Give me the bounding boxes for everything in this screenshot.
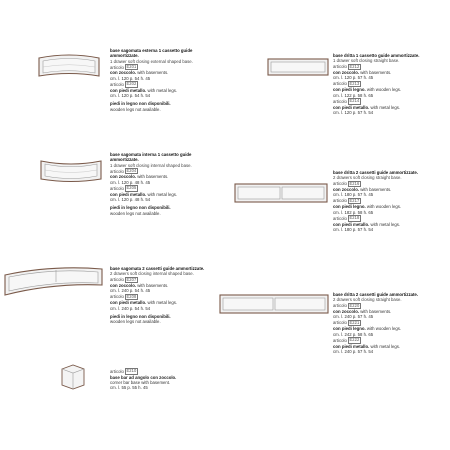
note-it: piedi in legno non disponibili.	[110, 313, 171, 319]
variant-article: articolo E208	[110, 293, 137, 300]
article-code: E213	[349, 80, 360, 86]
spec-title: base sagomata esterna 1 cassetto guide ammortizzate.	[110, 48, 193, 59]
variant-desc: con piedi metallo. with metal legs.	[333, 104, 401, 110]
variant-article: articolo E218	[333, 214, 360, 221]
variant-dims: cm. l. 120 p. 57 h. 54	[333, 109, 374, 115]
spec-subtitle: 1 drawer soft closing external shaped base.	[110, 58, 193, 64]
spec-title: base dritta 1 cassetto guide ammortizzate.	[333, 53, 420, 58]
variant-article: articolo E204	[110, 167, 137, 174]
variant-article: articolo E210	[110, 368, 137, 374]
variant-desc: con zoccolo. with basements.	[333, 309, 392, 315]
variant-article: articolo E216	[333, 180, 360, 187]
spec-title: base dritta 2 cassetti guide ammortizzate.	[333, 170, 419, 175]
spec-subtitle: 1 drawer soft closing straight base.	[333, 58, 400, 64]
variant-dims: cm. l. 55 p. 55 h. 45	[110, 385, 148, 391]
article-code: E212	[349, 63, 360, 69]
variant-dims: cm. l. 242 p. 58 h. 65	[333, 331, 374, 337]
variant-desc: con zoccolo. with basements.	[110, 174, 169, 180]
spec-title: base sagomata 2 cassetti guide ammortizzate.	[110, 266, 205, 271]
external-shaped-base-drawing	[36, 52, 102, 80]
spec-subtitle: 2 drawers soft closing internal shaped base.	[110, 271, 194, 277]
variant-desc: con zoccolo. with basements.	[333, 70, 392, 76]
two-drawer-shaped-base-drawing	[2, 263, 106, 299]
article-code: E202	[126, 81, 137, 87]
variant-dims: cm. l. 182 p. 58 h. 65	[333, 209, 374, 215]
variant-dims: cm. l. 240 p. 57 h. 54	[333, 348, 374, 354]
variant-desc: con zoccolo. with basements.	[333, 187, 392, 193]
article-code: E218	[349, 214, 360, 220]
corner-bar-base-drawing	[58, 363, 88, 391]
variant-dims: cm. l. 240 p. 54 h. 45	[110, 288, 151, 294]
article-code: E207	[126, 276, 137, 282]
variant-desc: con piedi metallo. with metal legs.	[333, 221, 401, 227]
variant-dims: cm. l. 240 p. 57 h. 45	[333, 314, 374, 320]
article-code: E205	[126, 185, 137, 191]
straight-one-drawer-base-spec	[333, 53, 445, 115]
note-en: wooden legs not available.	[110, 319, 161, 325]
note-en: wooden legs not available.	[110, 210, 161, 216]
variant-desc: con piedi legno. with wooden legs.	[333, 326, 402, 332]
article-code: E201	[126, 63, 137, 69]
spec-subtitle: 2 drawers soft closing straight base.	[333, 175, 402, 181]
variant-dims: cm. l. 120 p. 54 h. 54	[110, 92, 151, 98]
variant-article: articolo E212	[333, 63, 360, 70]
straight-two-drawer-base-240-drawing	[218, 293, 330, 315]
variant-article: articolo E221	[333, 319, 360, 326]
variant-article: articolo E222	[333, 336, 360, 343]
straight-two-drawer-base-180-spec	[333, 170, 445, 232]
article-code: E216	[349, 180, 360, 186]
variant-article: articolo E201	[110, 63, 137, 70]
spec-subtitle: 2 drawers soft closing straight base.	[333, 297, 402, 303]
variant-desc: base bar ad angolo con zoccolo.	[110, 374, 177, 380]
variant-article: articolo E207	[110, 276, 137, 283]
variant-article: articolo E214	[333, 97, 360, 104]
internal-shaped-base-spec	[110, 152, 220, 216]
variant-dims: cm. l. 180 p. 57 h. 54	[333, 226, 374, 232]
article-code: E210	[126, 368, 137, 373]
variant-dims: cm. l. 120 p. 54 h. 45	[110, 75, 151, 81]
variant-desc: con zoccolo. with basements.	[110, 70, 169, 76]
spec-title: base dritta 2 cassetti guide ammortizzate.	[333, 292, 419, 297]
two-drawer-shaped-base-spec	[110, 266, 220, 325]
variant-desc: con zoccolo. with basements.	[110, 283, 169, 289]
note-en: wooden legs not available.	[110, 106, 161, 112]
article-code: E220	[349, 302, 360, 308]
variant-dims: cm. l. 240 p. 54 h. 54	[110, 305, 151, 311]
variant-dims: cm. l. 120 p. 48 h. 45	[110, 179, 151, 185]
note-it: piedi in legno non disponibili.	[110, 205, 171, 211]
variant-dims: cm. l. 122 p. 58 h. 65	[333, 92, 374, 98]
variant-dims: cm. l. 120 p. 48 h. 54	[110, 196, 151, 202]
corner-bar-base-spec	[110, 368, 220, 390]
article-code: E221	[349, 319, 360, 325]
article-code: E208	[126, 293, 137, 299]
straight-two-drawer-base-240-spec	[333, 292, 445, 354]
variant-article: articolo E202	[110, 81, 137, 87]
straight-one-drawer-base-drawing	[266, 57, 330, 77]
variant-dims: cm. l. 180 p. 57 h. 45	[333, 192, 374, 198]
straight-two-drawer-base-180-drawing	[233, 182, 329, 204]
variant-article: articolo E205	[110, 185, 137, 191]
variant-desc: con piedi metallo. with metal legs.	[333, 343, 401, 349]
article-code: E217	[349, 197, 360, 203]
variant-desc: con piedi metallo. with metal legs.	[110, 300, 178, 306]
variant-desc: con piedi legno. with wooden legs.	[333, 204, 402, 210]
article-code: E214	[349, 97, 360, 103]
variant-article: articolo E217	[333, 197, 360, 204]
variant-dims: cm. l. 120 p. 57 h. 45	[333, 75, 374, 81]
article-code: E222	[349, 336, 360, 342]
variant-desc: con piedi metallo. with metal legs.	[110, 87, 178, 93]
note-it: piedi in legno non disponibili.	[110, 101, 171, 107]
variant-article: articolo E220	[333, 302, 360, 309]
article-code: E204	[126, 167, 137, 173]
spec-subtitle: 1 drawer soft closing internal shaped base.	[110, 162, 192, 168]
external-shaped-base-spec	[110, 48, 220, 112]
variant-desc: con piedi metallo. with metal legs.	[110, 191, 178, 197]
spec-title: base sagomata interna 1 cassetto guide ammortizzate.	[110, 152, 192, 163]
internal-shaped-base-drawing	[38, 157, 104, 183]
variant-desc: con piedi legno. with wooden legs.	[333, 87, 402, 93]
variant-desc-en: corner bar base with basement.	[110, 379, 171, 385]
variant-article: articolo E213	[333, 80, 360, 87]
